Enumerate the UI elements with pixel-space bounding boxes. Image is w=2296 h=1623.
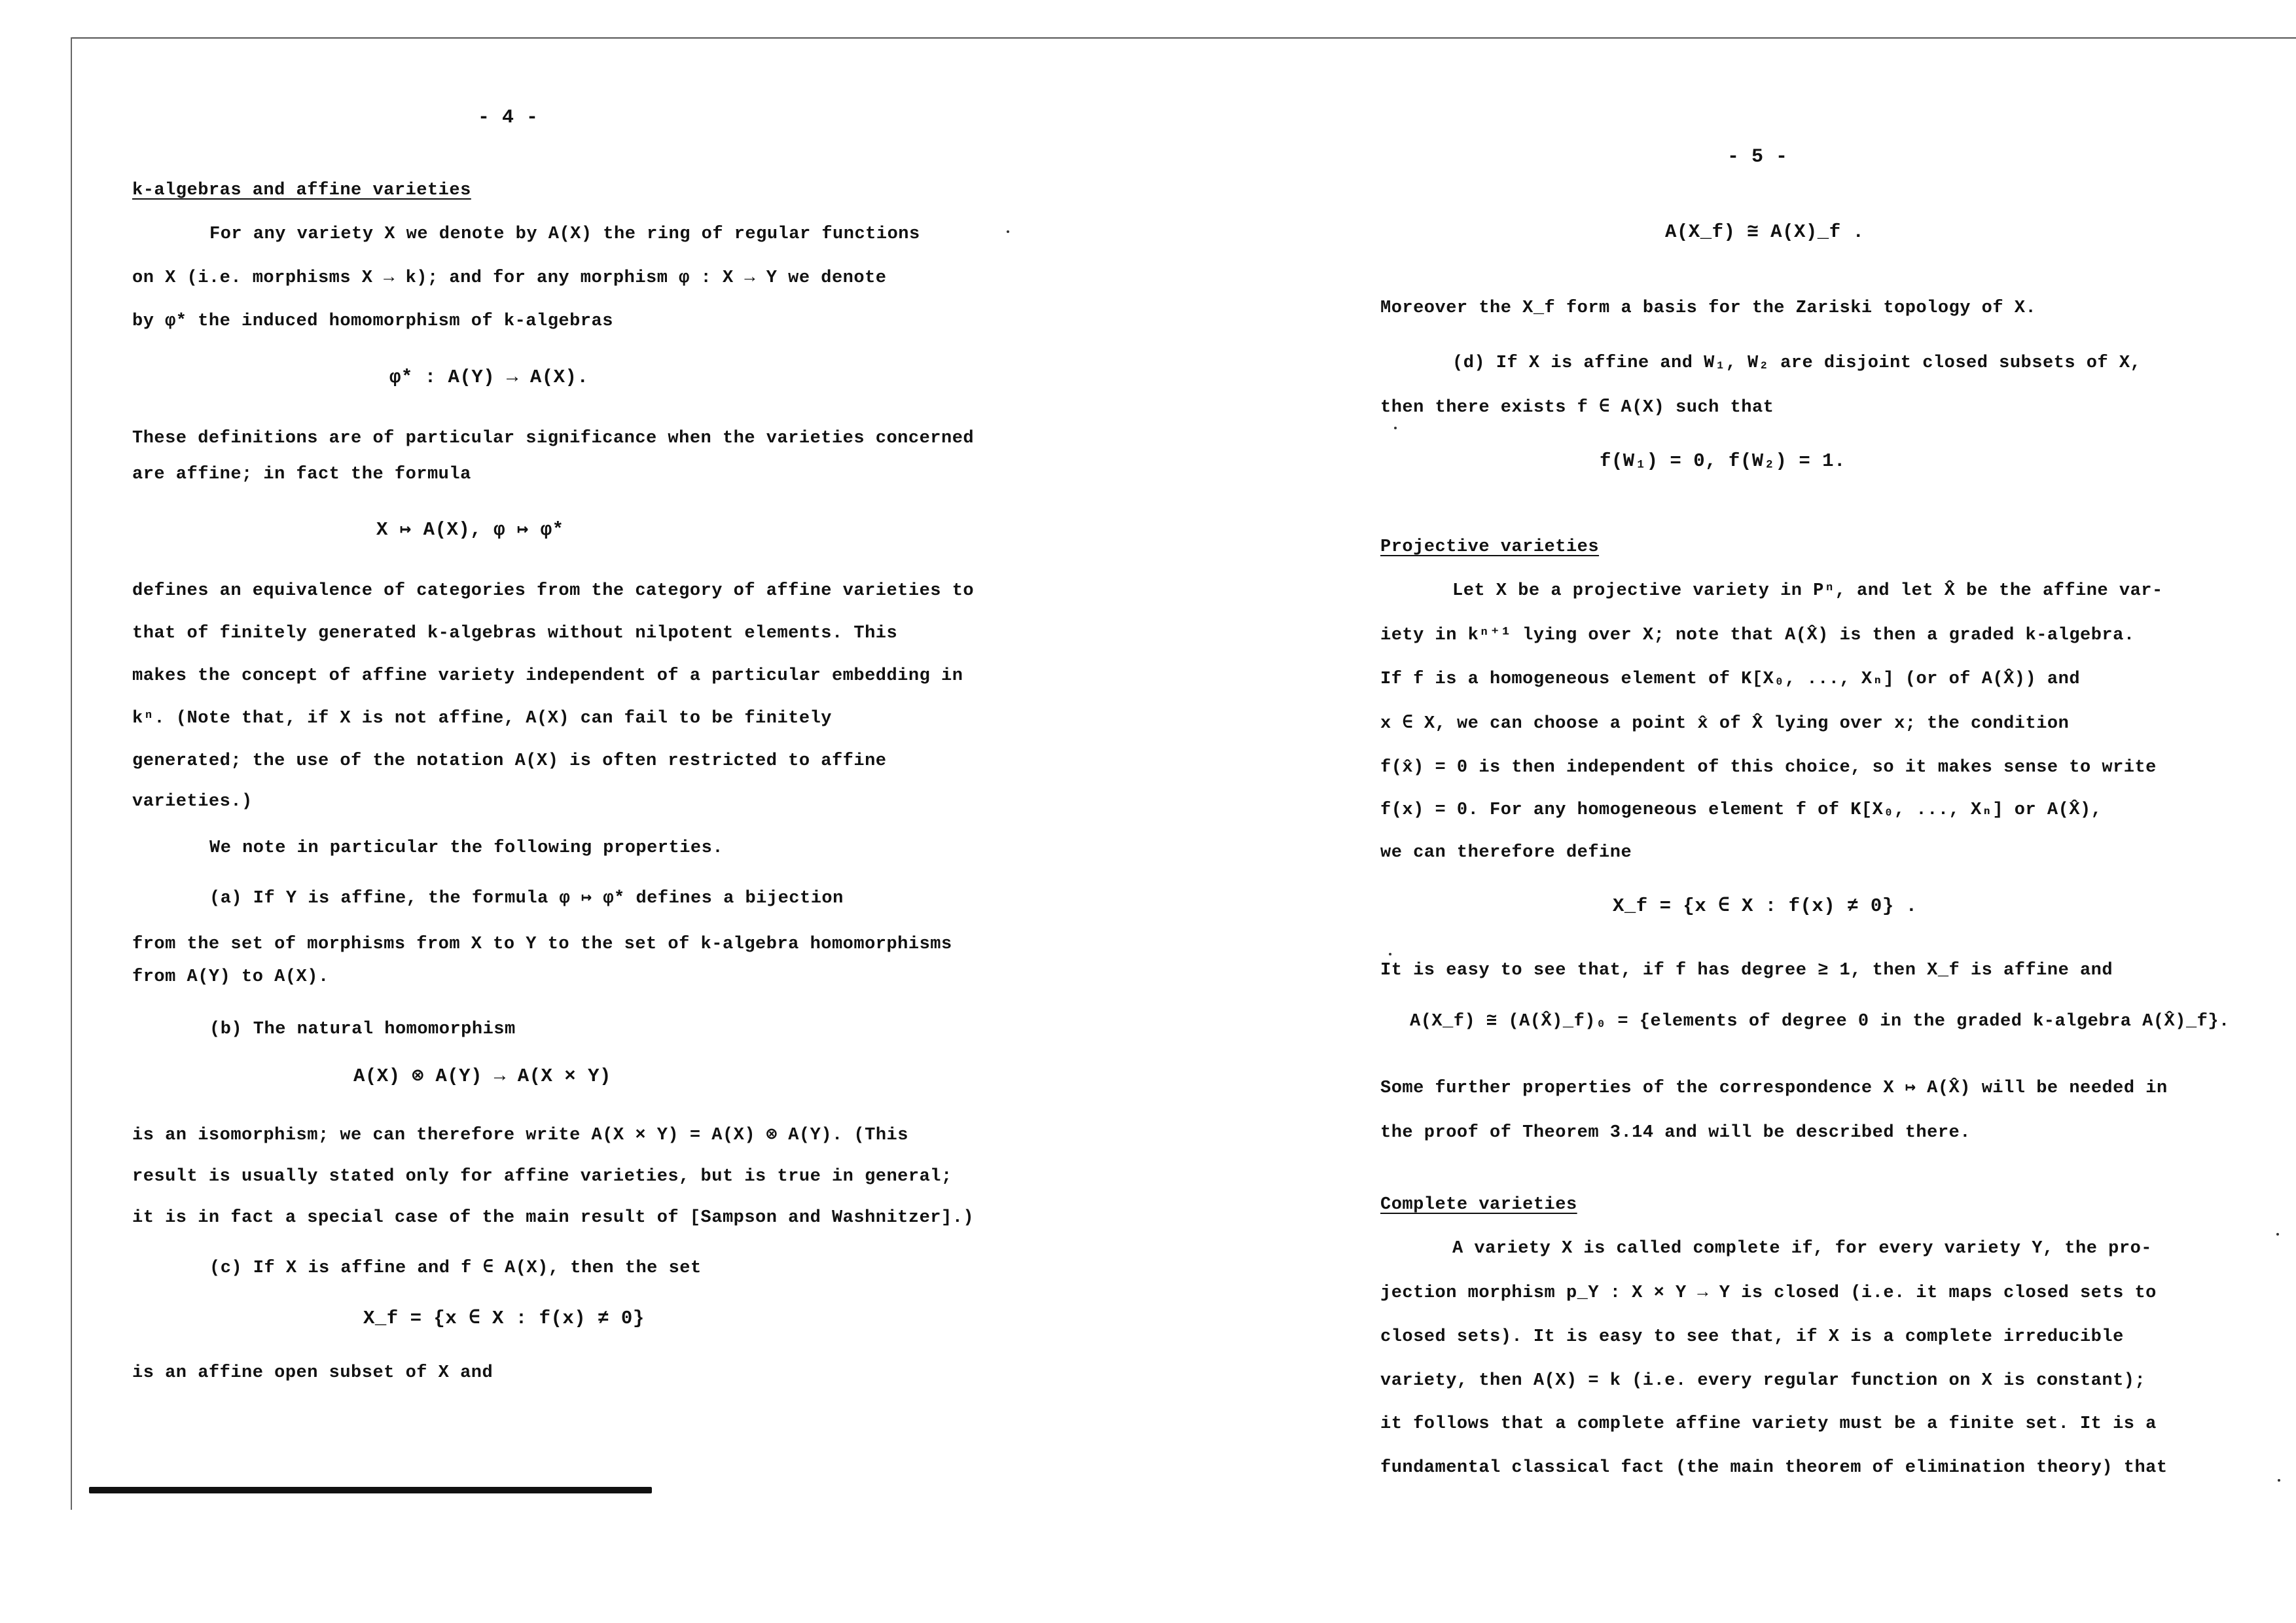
text-line: are affine; in fact the formula	[132, 465, 471, 484]
text-line: from the set of morphisms from X to Y to the set of k-algebra homomorphisms	[132, 935, 952, 954]
text-line: (a) If Y is affine, the formula φ ↦ φ* defines a bijection	[209, 889, 844, 908]
text-line: is an isomorphism; we can therefore write A(X × Y) = A(X) ⊗ A(Y). (This	[132, 1126, 908, 1145]
text-line: f(x̂) = 0 is then independent of this choice, so it makes sense to write	[1380, 758, 2157, 777]
text-line: A(X_f) ≅ (A(X̂)_f)₀ = {elements of degree 0 in the graded k-algebra A(X̂)_f}.	[1410, 1012, 2230, 1031]
text-line: on X (i.e. morphisms X → k); and for any morphism φ : X → Y we denote	[132, 268, 887, 288]
text-line: Moreover the X_f form a basis for the Zariski topology of X.	[1380, 298, 2037, 318]
text-line: generated; the use of the notation A(X) is often restricted to affine	[132, 751, 887, 771]
section-title: k-algebras and affine varieties	[132, 181, 471, 200]
equation: X ↦ A(X), φ ↦ φ*	[376, 519, 564, 541]
text-line: closed sets). It is easy to see that, if X is a complete irreducible	[1380, 1327, 2124, 1347]
text-line: that of finitely generated k-algebras without nilpotent elements. This	[132, 624, 898, 643]
text-line: is an affine open subset of X and	[132, 1363, 493, 1383]
text-line: it follows that a complete affine variety must be a finite set. It is a	[1380, 1414, 2157, 1434]
text-line: then there exists f ∈ A(X) such that	[1380, 398, 1774, 418]
text-line: defines an equivalence of categories from the category of affine varieties to	[132, 581, 975, 601]
text-line: result is usually stated only for affine varieties, but is true in general;	[132, 1167, 952, 1186]
text-line: Some further properties of the correspondence X ↦ A(X̂) will be needed in	[1380, 1079, 2168, 1098]
text-line: If f is a homogeneous element of K[X₀, ..., Xₙ] (or of A(X̂)) and	[1380, 669, 2081, 689]
section-title: Projective varieties	[1380, 537, 1600, 557]
text-line: We note in particular the following properties.	[209, 838, 724, 858]
section-title: Complete varieties	[1380, 1195, 1577, 1215]
text-line: makes the concept of affine variety independent of a particular embedding in	[132, 666, 963, 686]
text-line: it is in fact a special case of the main result of [Sampson and Washnitzer].)	[132, 1208, 975, 1228]
text-line: (d) If X is affine and W₁, W₂ are disjoint closed subsets of X,	[1452, 353, 2142, 373]
equation: φ* : A(Y) → A(X).	[389, 366, 589, 388]
text-line: from A(Y) to A(X).	[132, 967, 329, 987]
text-line: kⁿ. (Note that, if X is not affine, A(X) can fail to be finitely	[132, 709, 832, 728]
text-line: (b) The natural homomorphism	[209, 1020, 516, 1039]
text-line: f(x) = 0. For any homogeneous element f of K[X₀, ..., Xₙ] or A(X̂),	[1380, 800, 2102, 820]
text-line: These definitions are of particular significance when the varieties concerned	[132, 429, 975, 448]
equation: A(X_f) ≅ A(X)_f .	[1665, 221, 1865, 243]
page-5	[1148, 0, 2296, 1623]
text-line: variety, then A(X) = k (i.e. every regular function on X is constant);	[1380, 1371, 2146, 1391]
text-line: we can therefore define	[1380, 843, 1632, 863]
text-line: iety in kⁿ⁺¹ lying over X; note that A(X̂) is then a graded k-algebra.	[1380, 626, 2135, 645]
equation: X_f = {x ∈ X : f(x) ≠ 0} .	[1613, 895, 1918, 917]
text-line: A variety X is called complete if, for every variety Y, the pro-	[1452, 1239, 2152, 1258]
text-line: x ∈ X, we can choose a point x̂ of X̂ lying over x; the condition	[1380, 714, 2070, 734]
text-line: fundamental classical fact (the main theorem of elimination theory) that	[1380, 1458, 2168, 1478]
text-line: jection morphism p_Y : X × Y → Y is closed (i.e. it maps closed sets to	[1380, 1283, 2157, 1303]
text-line: It is easy to see that, if f has degree ≥ 1, then X_f is affine and	[1380, 961, 2113, 980]
equation: X_f = {x ∈ X : f(x) ≠ 0}	[363, 1308, 645, 1329]
text-line: For any variety X we denote by A(X) the ring of regular functions	[209, 224, 920, 244]
page-number: - 5 -	[1727, 146, 1788, 168]
equation: A(X) ⊗ A(Y) → A(X × Y)	[353, 1065, 611, 1087]
text-line: Let X be a projective variety in Pⁿ, and let X̂ be the affine var-	[1452, 581, 2163, 601]
equation: f(W₁) = 0, f(W₂) = 1.	[1600, 450, 1846, 472]
text-line: by φ* the induced homomorphism of k-algebras	[132, 312, 613, 331]
text-line: the proof of Theorem 3.14 and will be described there.	[1380, 1123, 1971, 1143]
text-line: (c) If X is affine and f ∈ A(X), then the set	[209, 1258, 702, 1278]
page-number: - 4 -	[478, 107, 539, 129]
text-line: varieties.)	[132, 792, 253, 812]
